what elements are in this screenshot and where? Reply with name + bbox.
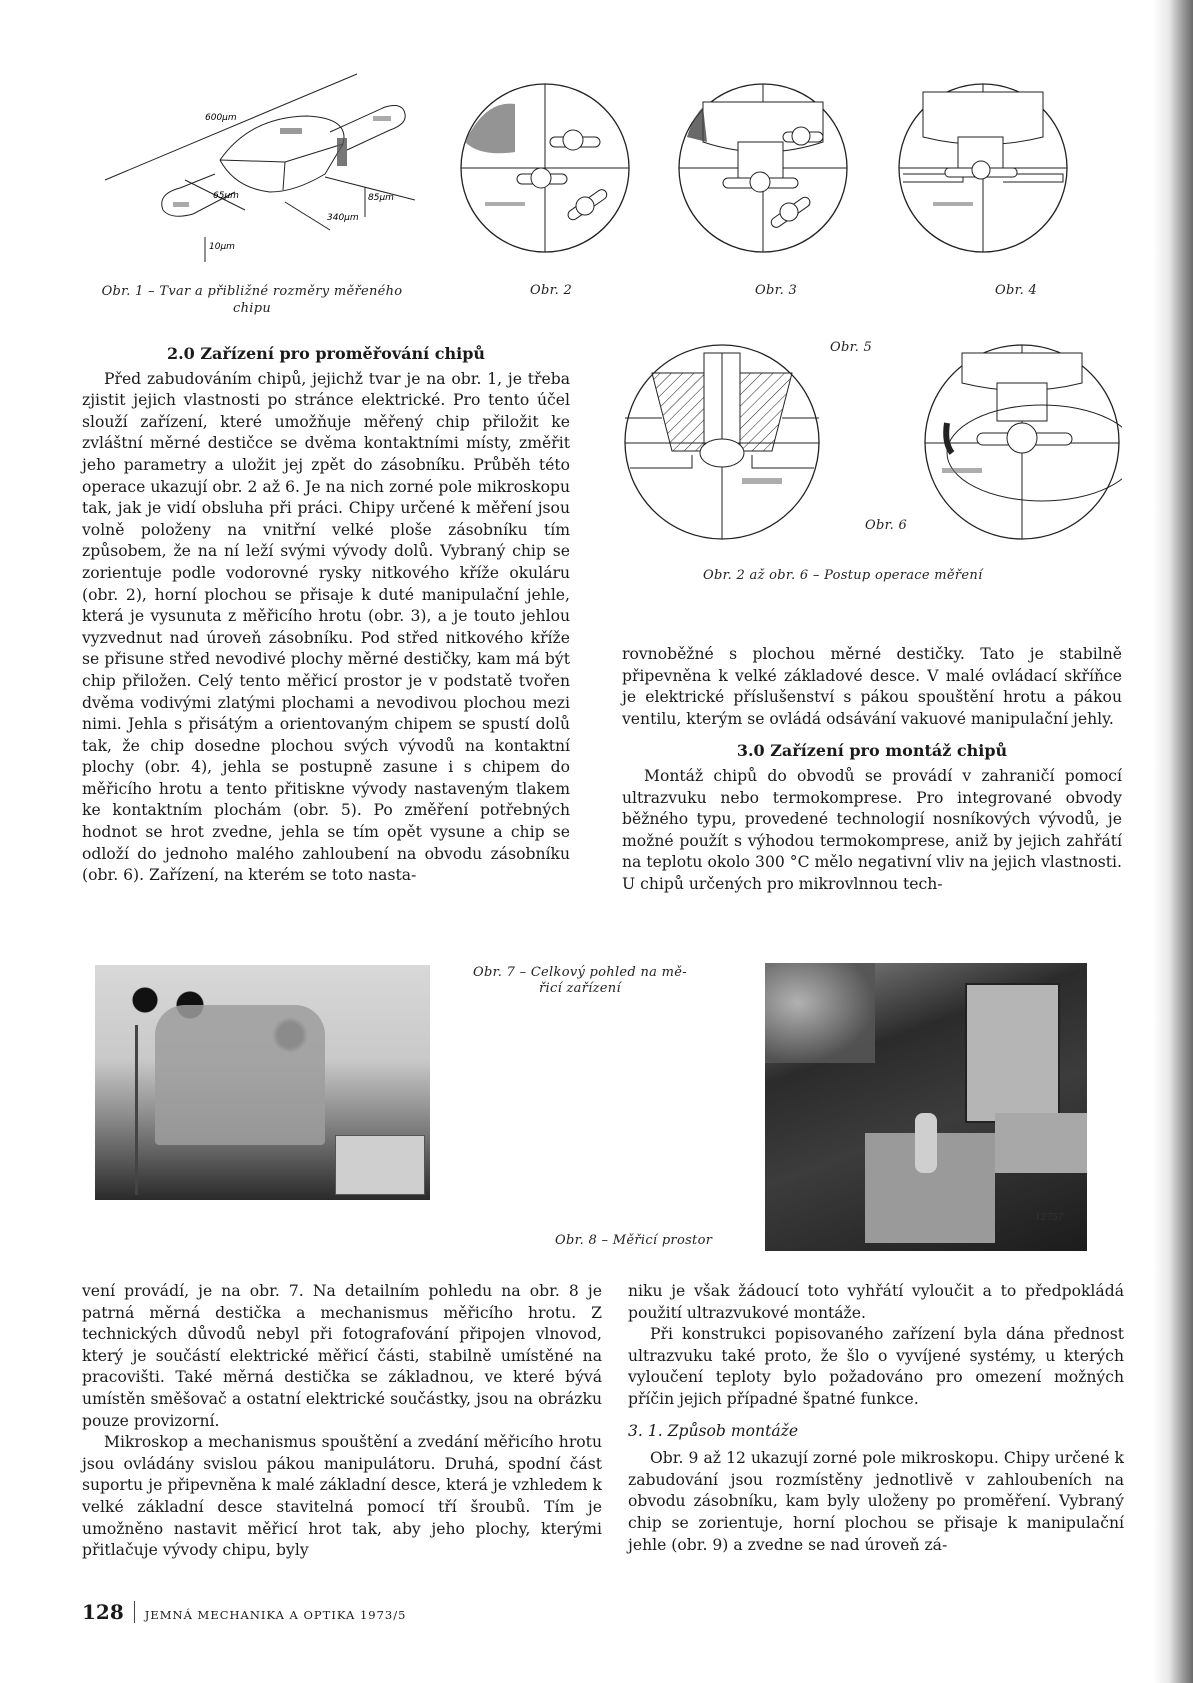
page-footer — [82, 1600, 406, 1624]
figure-5-label: Obr. 5 — [830, 340, 873, 355]
footer-divider — [134, 1601, 135, 1623]
figure-8-caption: Obr. 8 – Měřicí prostor — [555, 1233, 713, 1248]
section-2-continuation: vení provádí, je na obr. 7. Na detailním pohledu na obr. 8 je patrná měrná destička a mechanismus měřicího hrotu. Z technických důvodů nebyl při fotografování připojen vlnovod, který je součástí elektrické měřicí části, stabilně umístěné na pracovišti. Také měrná destička se základnou, ve které bývá umístěn směšovač a ostatní elektrické součástky, jsou na obrázku pouze provizorní. — [82, 1282, 602, 1430]
figure-7-photo-measuring-device — [95, 965, 430, 1200]
right-continuation-paragraph: rovnoběžné s plochou měrné destičky. Tato je stabilně připevněna k velké základové desce. V malé ovládací skříňce je elektrické příslušenství s pákou spouštění hrotu a pákou ventilu, kterým se ovládá odsávání vakuové manipulační jehly. — [622, 645, 1122, 728]
right-column-top — [622, 644, 1122, 896]
svg-text:85µm: 85µm — [368, 193, 394, 203]
figure-3-label: Obr. 3 — [755, 283, 798, 298]
figure-4-microscope-view — [893, 82, 1073, 254]
svg-text:65µm: 65µm — [213, 191, 239, 201]
figure-5-microscope-view — [622, 343, 822, 541]
bottom-left-column — [82, 1281, 602, 1562]
figure-1-caption: Obr. 1 – Tvar a přibližné rozměry měřeného chipu — [101, 284, 403, 316]
figure-2-microscope-view — [455, 82, 635, 254]
section-2-heading: 2.0 Zařízení pro proměřování chipů — [166, 344, 486, 363]
svg-text:340µm: 340µm — [327, 213, 359, 223]
section-3-paragraph-1: Montáž chipů do obvodů se provádí v zahraničí pomocí ultrazvuku nebo termokomprese. Pro integrované obvody běžného typu, provedené technologií nosníkových vývodů, je možné použít s výhodou termokomprese, aniž by jejich zahřátí na teplotu okolo 300 °C mělo negativní vliv na jejich vlastnosti. U chipů určených pro mikrovlnnou tech- — [622, 766, 1122, 893]
section-2-paragraph-2: Mikroskop a mechanismus spouštění a zvedání měřicího hrotu jsou ovládány svislou pákou manipulátoru. Druhá, spodní část suportu je připevněna k malé základní desce, která je vzhledem k velké základní desce stavitelná pomocí tří šroubů. Tím je umožněno nastavit měřicí hrot tak, aby jeho plochy, kterými přitlačuje vývody chipu, byly — [82, 1433, 602, 1560]
photo-number: 12757 — [1035, 1213, 1064, 1223]
page-scan-edge — [1153, 0, 1193, 1683]
figure-7-caption: Obr. 7 – Celkový pohled na mě- řicí zařízení — [473, 965, 687, 996]
dim-600: 600µm — [205, 113, 237, 123]
figure-8-photo-measuring-space — [765, 963, 1087, 1251]
section-3-paragraph-1-cont: niku je však žádoucí toto vyhřátí vyloučit a to předpokládá použití ultrazvukové montáže. — [628, 1282, 1124, 1322]
section-2-paragraph: Před zabudováním chipů, jejichž tvar je na obr. 1, je třeba zjistit jejich vlastnosti po stránce elektrické. Pro tento účel slouží zařízení, které umožňuje měřený chip přiložit ke zvláštní měrné destičce se dvěma kontaktními místy, změřit jeho parametry a uložit jej zpět do zásobníku. Průběh této operace ukazují obr. 2 až 6. Je na nich zorné pole mikroskopu tak, jak je vidí obsluha při práci. Chipy určené k měření jsou volně položeny na vnitřní velké ploše zásobníku tím způsobem, že na ní leží svými vývody dolů. Vybraný chip se zorientuje podle vodorovné rysky nitkového kříže okuláru (obr. 2), horní plochou se přisaje k duté manipulační jehle, která je vysunuta z měřicího hrotu (obr. 3), a je touto jehlou vyzvednut nad úroveň zásobníku. Pod střed nitkového kříže se přisune střed nevodivé plochy měrné destičky, kam má být chip přiložen. Celý tento měřicí prostor je v podstatě tvořen dvěma vodivými zlatými plochami a nevodivou plochou mezi nimi. Jehla s přisátým a orientovaným chipem se spustí dolů tak, že chip dosedne plochou svých vývodů na kontaktní plochy (obr. 4), jehla se postupně zasune i s chipem do měřicího hrotu a tento přitiskne vývody nastaveným tlakem ke kontaktním plochám (obr. 5). Po změření potřebných hodnot se hrot zvedne, jehla se tím opět vysune a chip se odloží do jednoho malého zahloubení na obvodu zásobníku (obr. 6). Zařízení, na kterém se toto nasta- — [82, 369, 570, 885]
figures-2-6-caption: Obr. 2 až obr. 6 – Postup operace měření — [703, 568, 983, 583]
figure-1-chip-drawing — [85, 62, 415, 272]
section-3-heading: 3.0 Zařízení pro montáž chipů — [736, 741, 1008, 761]
figure-6-microscope-view — [922, 343, 1122, 541]
section-2-column — [82, 343, 570, 887]
figure-6-label: Obr. 6 — [865, 518, 908, 533]
svg-text:10µm: 10µm — [209, 242, 235, 252]
section-3-1-paragraph: Obr. 9 až 12 ukazují zorné pole mikroskopu. Chipy určené k zabudování jsou rozmístěny jednotlivě v zahloubeních na obvodu zásobníku, kam byly uloženy po proměření. Vybraný chip se zorientuje, horní plochou se přisaje k manipulační jehle (obr. 9) a zvedne se nad úroveň zá- — [628, 1449, 1124, 1554]
section-3-paragraph-2: Při konstrukci popisovaného zařízení byla dána přednost ultrazvuku také proto, že šlo o vyvíjené systémy, u kterých vyloučení teploty bylo požadováno pro omezení možných příčin jejich případné špatné funkce. — [628, 1325, 1124, 1408]
journal-name: JEMNÁ MECHANIKA A OPTIKA 1973/5 — [144, 1608, 407, 1622]
figure-3-microscope-view — [673, 82, 853, 254]
bottom-right-column — [628, 1281, 1124, 1556]
page-number: 128 — [82, 1600, 124, 1624]
figure-4-label: Obr. 4 — [995, 283, 1038, 298]
section-3-1-heading: 3. 1. Způsob montáže — [628, 1421, 799, 1440]
figure-2-label: Obr. 2 — [530, 283, 573, 298]
